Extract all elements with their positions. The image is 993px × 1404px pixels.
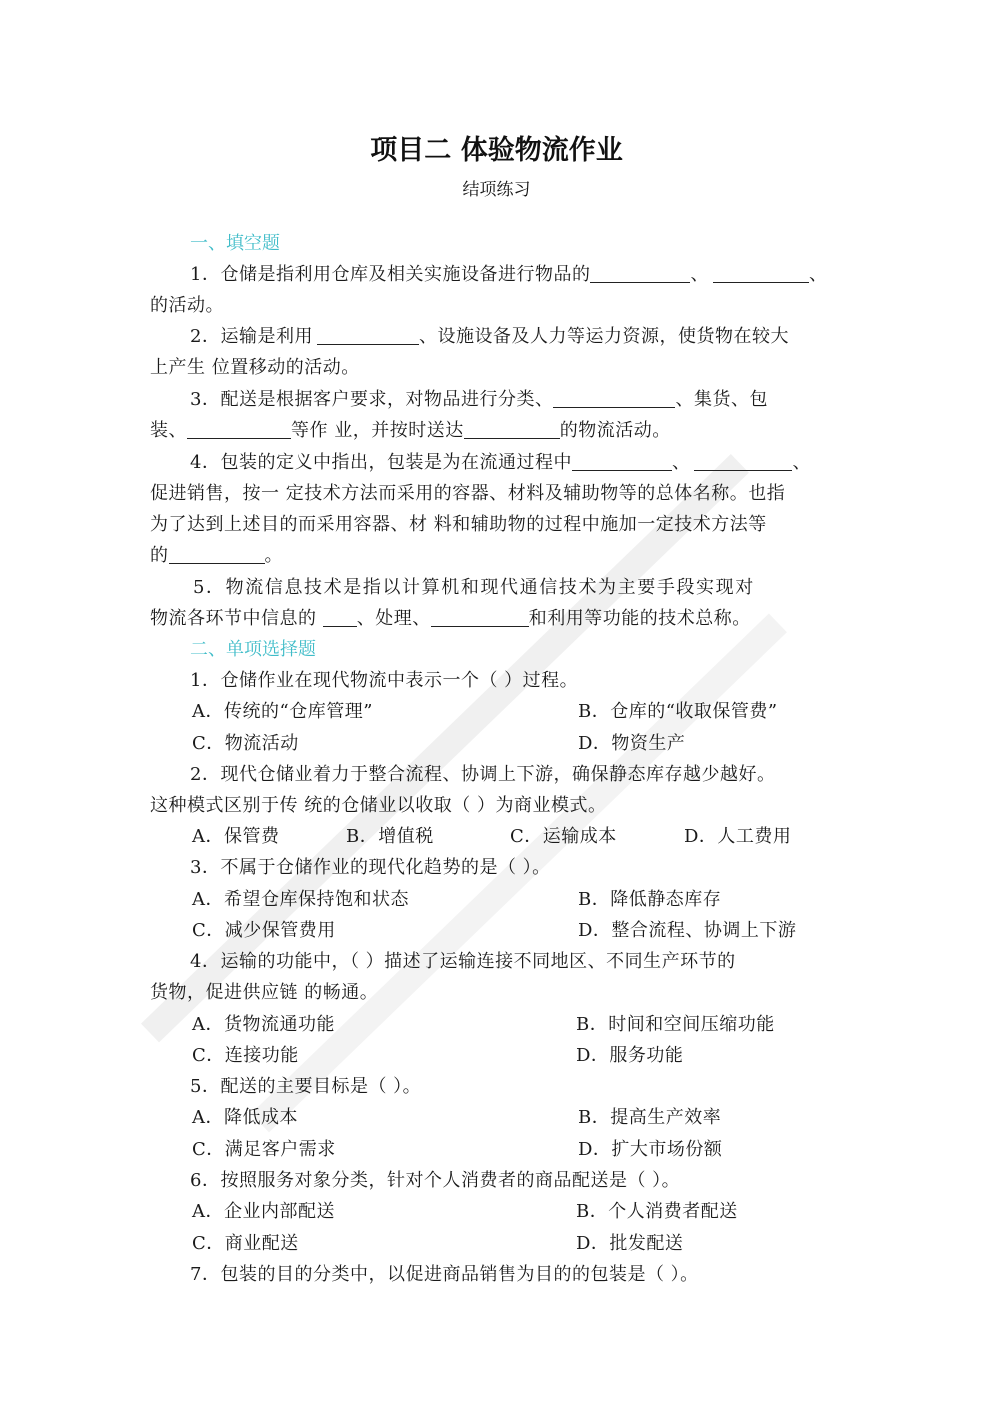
question-line: 5．物流信息技术是指以计算机和现代通信技术为主要手段实现对 (193, 577, 755, 598)
question-line: 6．按照服务对象分类，针对个人消费者的商品配送是（ ）。 (190, 1170, 681, 1191)
question-line: 这种模式区别于传 统的仓储业以收取（ ）为商业模式。 (150, 795, 607, 816)
option: A．货物流通功能 (192, 1014, 335, 1035)
option: C．减少保管费用 (192, 920, 336, 941)
answer-blank (590, 264, 690, 283)
answer-blank (572, 452, 672, 471)
option: A．希望仓库保持饱和状态 (192, 889, 409, 910)
question-line: 2．现代仓储业着力于整合流程、协调上下游，确保静态库存越少越好。 (190, 764, 776, 785)
option: D．人工费用 (684, 826, 792, 847)
question-line: 1．仓储作业在现代物流中表示一个（ ）过程。 (190, 670, 579, 691)
answer-blank (713, 264, 809, 283)
option: D．批发配送 (576, 1233, 684, 1254)
question-line: 3．不属于仓储作业的现代化趋势的是（ ）。 (190, 857, 551, 878)
option: A．降低成本 (192, 1107, 298, 1128)
question-line: 4．包装的定义中指出，包装是为在流通过程中 、 、 (190, 452, 811, 473)
option: B．增值税 (346, 826, 434, 847)
option: B．提高生产效率 (578, 1107, 722, 1128)
section-heading-choice: 二、单项选择题 (190, 639, 316, 660)
question-line: 5．配送的主要目标是（ ）。 (190, 1076, 422, 1097)
option: C．运输成本 (510, 826, 617, 847)
option: B．降低静态库存 (578, 889, 722, 910)
answer-blank (431, 608, 529, 627)
answer-blank (323, 608, 357, 627)
answer-blank (187, 420, 291, 439)
option: A．保管费 (192, 826, 280, 847)
option: C．物流活动 (192, 733, 299, 754)
option: C．商业配送 (192, 1233, 299, 1254)
option: A．传统的“仓库管理” (192, 701, 373, 722)
question-line: 为了达到上述目的而采用容器、材 料和辅助物的过程中施加一定技术方法等 (150, 514, 767, 535)
section-heading-fill: 一、填空题 (190, 233, 280, 254)
option: D．扩大市场份额 (578, 1139, 723, 1160)
page-title: 项目二 体验物流作业 (370, 135, 623, 166)
answer-blank (464, 420, 560, 439)
question-line: 上产生 位置移动的活动。 (150, 357, 360, 378)
question-line: 4．运输的功能中，（ ）描述了运输连接不同地区、不同生产环节的 (190, 951, 736, 972)
question-line: 的活动。 (150, 295, 224, 316)
answer-blank (169, 545, 265, 564)
option: D．整合流程、协调上下游 (578, 920, 797, 941)
page-subtitle: 结项练习 (462, 180, 531, 200)
question-line: 3．配送是根据客户要求，对物品进行分类、 、集货、包 (190, 389, 768, 410)
answer-blank (553, 389, 675, 408)
question-line: 的 。 (150, 545, 283, 566)
question-line: 1．仓储是指利用仓库及相关实施设备进行物品的 、 、 (190, 264, 828, 285)
option: A．企业内部配送 (192, 1201, 335, 1222)
option: D．物资生产 (578, 733, 686, 754)
option: B．时间和空间压缩功能 (576, 1014, 775, 1035)
option: C．连接功能 (192, 1045, 299, 1066)
question-line: 装、 等作 业，并按时送达 的物流活动。 (150, 420, 671, 441)
answer-blank (317, 326, 419, 345)
answer-blank (694, 452, 792, 471)
question-line: 货物，促进供应链 的畅通。 (150, 982, 379, 1003)
option: B．仓库的“收取保管费” (578, 701, 778, 722)
question-line: 促进销售，按一 定技术方法而采用的容器、材料及辅助物等的总体名称。也指 (150, 483, 786, 504)
question-line: 2．运输是利用 、设施设备及人力等运力资源，使货物在较大 (190, 326, 789, 347)
option: C．满足客户需求 (192, 1139, 336, 1160)
question-line: 物流各环节中信息的 、处理、 和利用等功能的技术总称。 (150, 608, 751, 629)
option: B．个人消费者配送 (576, 1201, 738, 1222)
question-line: 7．包装的目的分类中，以促进商品销售为目的的包装是（ ）。 (190, 1264, 699, 1285)
option: D．服务功能 (576, 1045, 684, 1066)
